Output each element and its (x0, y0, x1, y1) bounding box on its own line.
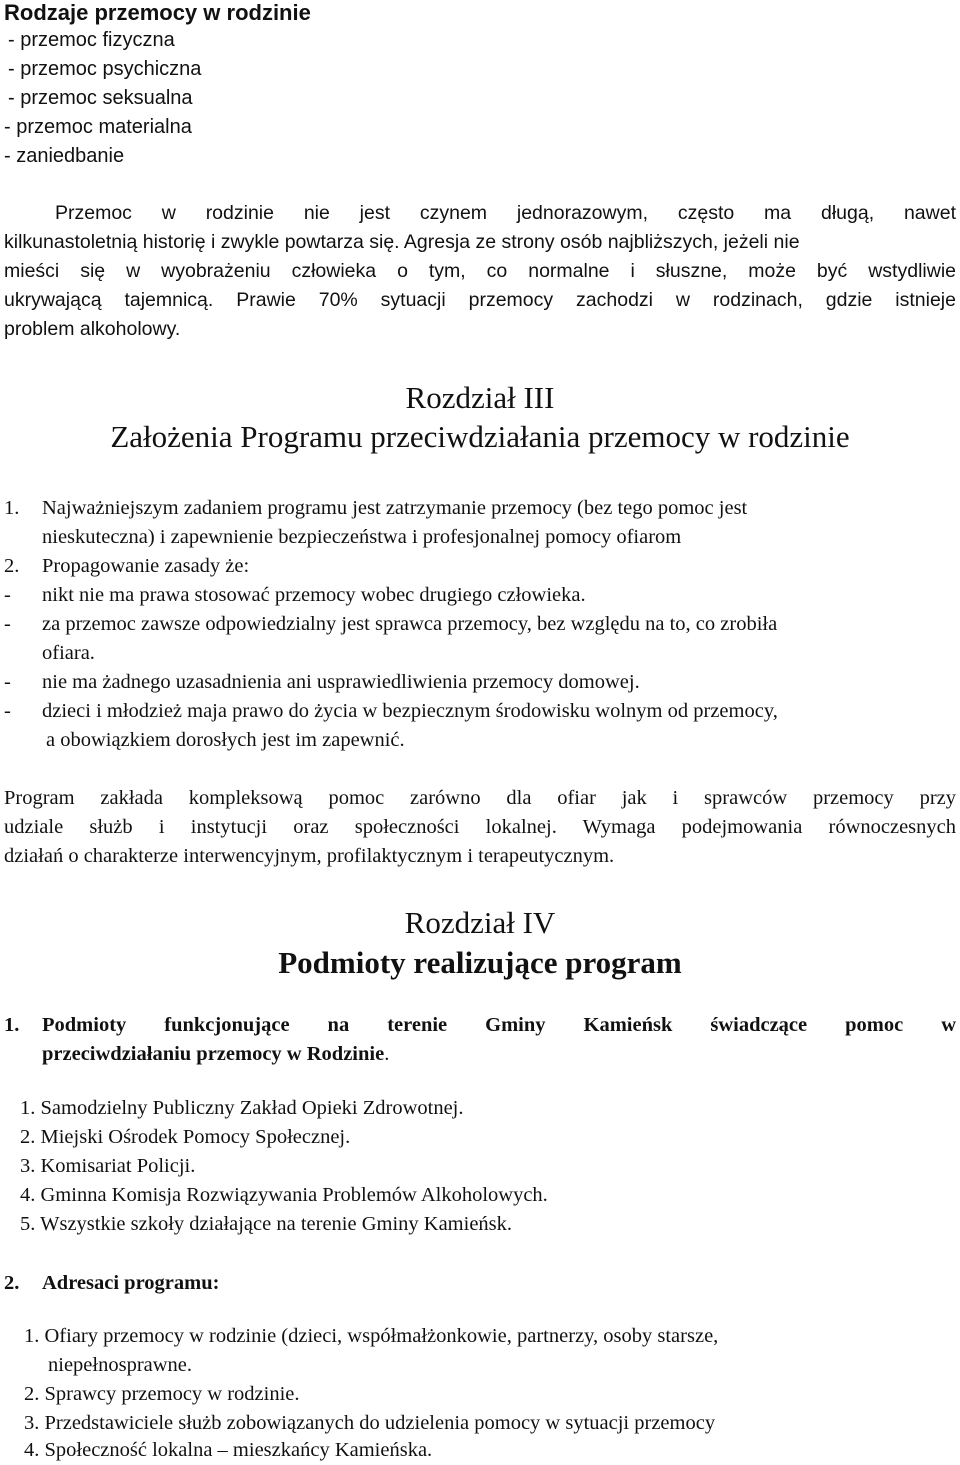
bullet-dash: - (4, 584, 11, 606)
list-item: - zaniedbanie (4, 145, 125, 167)
paragraph-line: udziale służb i instytucji oraz społeczności lokalnej. Wymaga podejmowania równoczesnych (4, 816, 956, 838)
section-title: Rodzaje przemocy w rodzinie (4, 0, 311, 25)
entity-item: 4. Gminna Komisja Rozwiązywania Problemów Alkoholowych. (20, 1184, 548, 1206)
list-number: 1. (4, 497, 20, 519)
chapter-title: Założenia Programu przeciwdziałania przemocy w rodzinie (110, 419, 850, 454)
entities-heading-period: . (384, 1043, 390, 1065)
bullet-text: za przemoc zawsze odpowiedzialny jest sprawca przemocy, bez względu na to, co zrobiła (42, 613, 778, 635)
list-item: - przemoc psychiczna (8, 58, 202, 80)
bullet-text: a obowiązkiem dorosłych jest im zapewnić. (46, 729, 405, 751)
entity-item: 5. Wszystkie szkoły działające na terenie Gminy Kamieńsk. (20, 1213, 513, 1235)
paragraph-line: problem alkoholowy. (4, 318, 181, 340)
entity-item: 2. Miejski Ośrodek Pomocy Społecznej. (20, 1126, 351, 1148)
entity-item: 1. Samodzielny Publiczny Zakład Opieki Zdrowotnej. (20, 1097, 464, 1119)
paragraph-line: Przemoc w rodzinie nie jest czynem jednorazowym, często ma długą, nawet (55, 202, 956, 224)
bullet-dash: - (4, 700, 11, 722)
bullet-text: dzieci i młodzież maja prawo do życia w bezpiecznym środowisku wolnym od przemocy, (42, 700, 778, 722)
list-number: 2. (4, 1272, 20, 1294)
list-item: - przemoc seksualna (8, 87, 193, 109)
recipient-item: 1. Ofiary przemocy w rodzinie (dzieci, współmałżonkowie, partnerzy, osoby starsze, (24, 1325, 719, 1347)
bullet-text: ofiara. (42, 642, 95, 664)
recipient-item: 3. Przedstawiciele służb zobowiązanych do udzielenia pomocy w sytuacji przemocy (24, 1412, 716, 1434)
recipients-heading: Adresaci programu: (42, 1272, 220, 1294)
chapter-title: Podmioty realizujące program (278, 945, 682, 980)
entities-heading-text: przeciwdziałaniu przemocy w Rodzinie (42, 1043, 385, 1065)
list-item: - przemoc materialna (4, 116, 192, 138)
paragraph-line: mieści się w wyobrażeniu człowieka o tym, co normalne i słuszne, może być wstydliwie (4, 260, 956, 282)
entity-item: 3. Komisariat Policji. (20, 1155, 196, 1177)
bullet-dash: - (4, 671, 11, 693)
bullet-text: nikt nie ma prawa stosować przemocy wobec drugiego człowieka. (42, 584, 586, 606)
recipient-item: 2. Sprawcy przemocy w rodzinie. (24, 1383, 300, 1405)
entities-heading: Podmioty funkcjonujące na terenie Gminy Kamieńsk świadczące pomoc w (42, 1014, 956, 1036)
list-item-line: Najważniejszym zadaniem programu jest zatrzymanie przemocy (bez tego pomoc jest (42, 497, 748, 519)
list-item: - przemoc fizyczna (8, 29, 175, 51)
list-number: 2. (4, 555, 20, 577)
bullet-text: nie ma żadnego uzasadnienia ani usprawiedliwienia przemocy domowej. (42, 671, 640, 693)
paragraph-line: Program zakłada kompleksową pomoc zarówno dla ofiar jak i sprawców przemocy przy (4, 787, 956, 809)
chapter-number: Rozdział III (405, 380, 555, 415)
bullet-dash: - (4, 613, 11, 635)
chapter-number: Rozdział IV (404, 905, 556, 940)
list-item-line: nieskuteczna) i zapewnienie bezpieczeństwa i profesjonalnej pomocy ofiarom (42, 526, 682, 548)
paragraph-line: kilkunastoletnią historię i zwykle powtarza się. Agresja ze strony osób najbliższych, jeżeli nie (4, 231, 800, 253)
paragraph-line: ukrywającą tajemnicą. Prawie 70% sytuacji przemocy zachodzi w rodzinach, gdzie istnieje (4, 289, 956, 311)
entities-heading-line2 (42, 1040, 389, 1069)
recipient-item: 4. Społeczność lokalna – mieszkańcy Kamieńska. (24, 1439, 433, 1461)
recipient-item: niepełnosprawne. (48, 1354, 193, 1376)
list-item-line: Propagowanie zasady że: (42, 555, 250, 577)
paragraph-line: działań o charakterze interwencyjnym, profilaktycznym i terapeutycznym. (4, 845, 615, 867)
list-number: 1. (4, 1014, 20, 1036)
